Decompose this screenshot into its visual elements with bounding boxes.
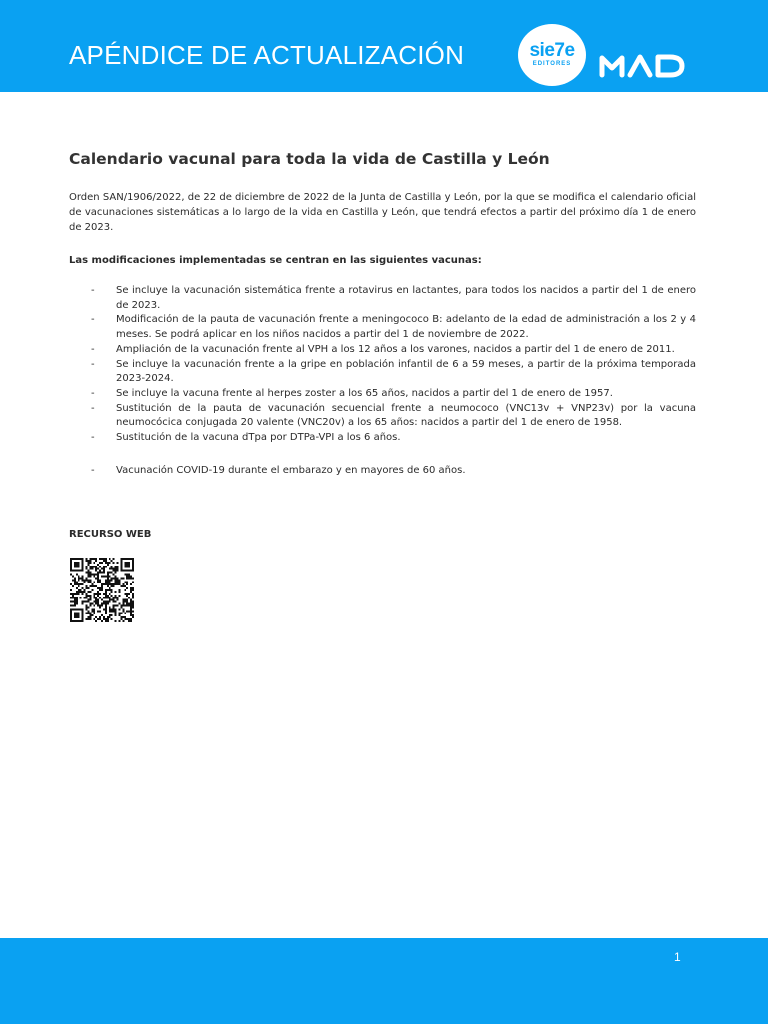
bullet-dash: - [91, 314, 95, 326]
vaccine-list [69, 284, 696, 478]
intro-paragraph: Orden SAN/1906/2022, de 22 de diciembre de 2022 de la Junta de Castilla y León, por la que se modifica el calendario oficial de vacunaciones sistemáticas a lo largo de la vida en Castilla y León, que tendrá efectos a partir del próximo día 1 de enero de 2023. [69, 192, 696, 233]
bullet-dash: - [91, 358, 95, 370]
bullet-dash: - [91, 387, 95, 399]
list-item: - Sustitución de la vacuna dTpa por DTPa-VPI a los 6 años. [69, 431, 696, 446]
bullet-dash: - [91, 402, 95, 414]
bullet-dash: - [91, 343, 95, 355]
list-item: - Se incluye la vacunación sistemática frente a rotavirus en lactantes, para todos los nacidos a partir del 1 de enero de 2023. [91, 285, 696, 311]
page-title: APÉNDICE DE ACTUALIZACIÓN [69, 40, 465, 70]
bullet-dash: - [91, 464, 95, 476]
logo-main-text: sie7e [529, 40, 575, 61]
page-number: 1 [674, 950, 681, 964]
modifications-heading: Las modificaciones implementadas se centran en las siguientes vacunas: [69, 255, 482, 266]
footer-bar [0, 938, 768, 1024]
header-bar [0, 0, 768, 92]
sie7e-logo [518, 24, 586, 86]
list-item: - Vacunación COVID-19 durante el embarazo y en mayores de 60 años. [69, 464, 696, 479]
list-item: - Se incluye la vacunación frente a la gripe en población infantil de 6 a 59 meses, a partir de la próxima temporada 2023-2024. [91, 358, 696, 385]
document-body [69, 150, 696, 626]
list-item: - Se incluye la vacuna frente al herpes zoster a los 65 años, nacidos a partir del 1 de enero de 1957. [69, 387, 696, 402]
web-resource-heading: RECURSO WEB [69, 529, 152, 541]
bullet-dash: - [91, 285, 95, 296]
list-item: - Ampliación de la vacunación frente al VPH a los 12 años a los varones, nacidos a partir del 1 de enero de 2011. [69, 343, 696, 358]
list-item: - Sustitución de la pauta de vacunación secuencial frente a neumococo (VNC13v + VNP23v) por la vacuna neumocócica conjugada 20 valente (VNC20v) a los 65 años: nacidos a partir del 1 de enero de 1958. [91, 402, 696, 429]
mad-logo-icon [598, 52, 686, 78]
bullet-dash: - [91, 432, 95, 444]
qr-code-icon[interactable] [69, 558, 135, 622]
logo-sub-text: EDITORES [532, 61, 572, 67]
list-item: - Modificación de la pauta de vacunación frente a meningococo B: adelanto de la edad de administración a los 2 y 4 meses. Se podrá aplicar en los niños nacidos a partir del 1 de noviembre de 2022. [91, 314, 696, 341]
document-title: Calendario vacunal para toda la vida de Castilla y León [69, 150, 550, 168]
